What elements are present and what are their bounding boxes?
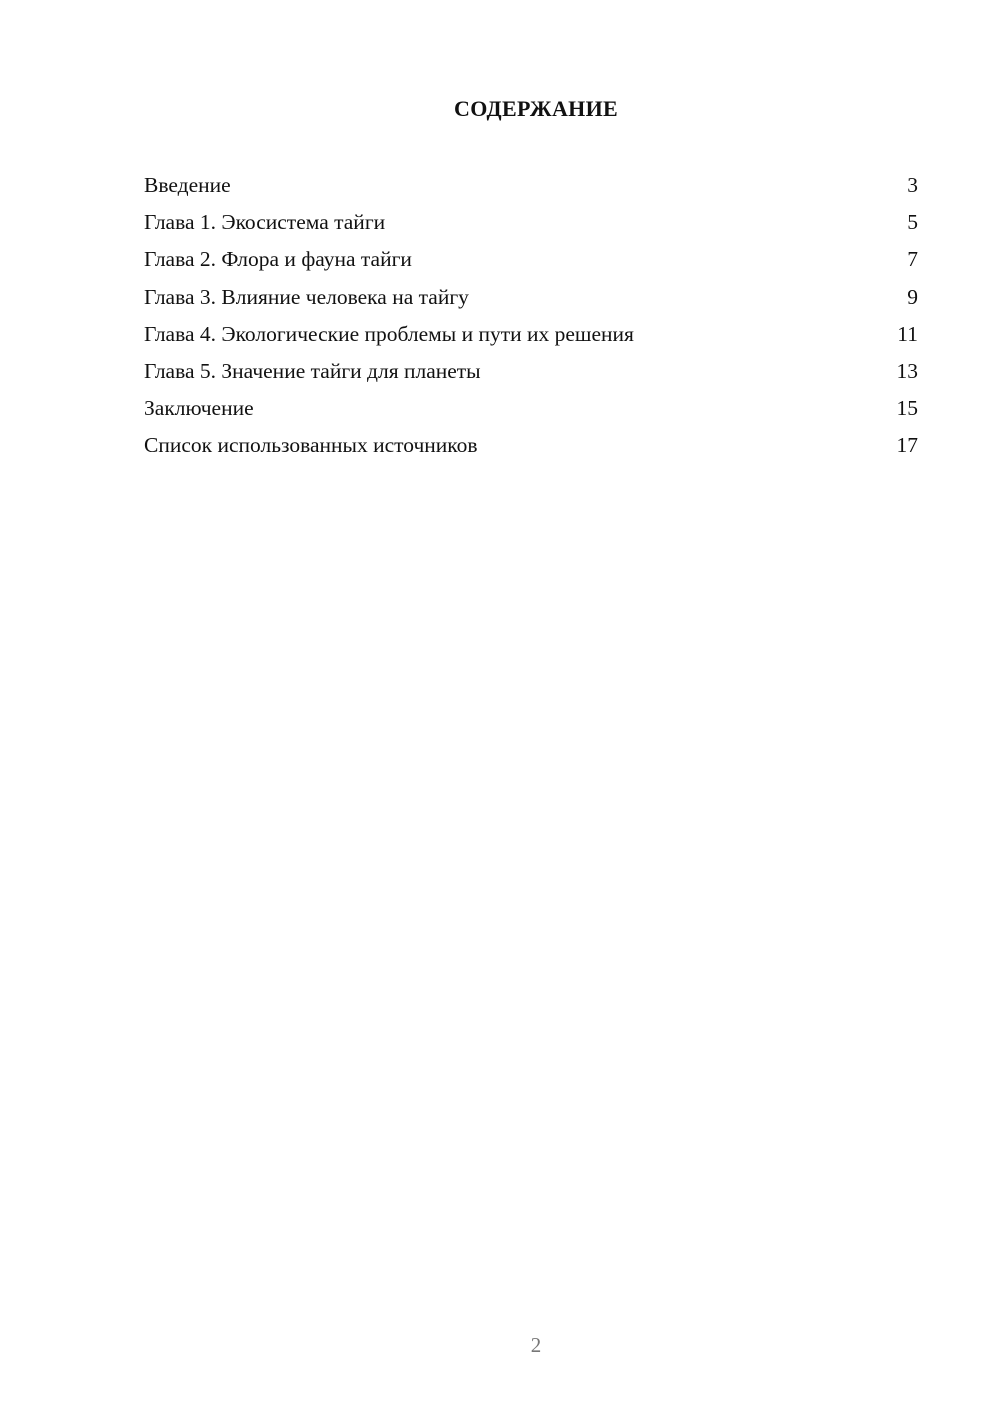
page-number: 2 — [530, 1333, 542, 1357]
toc-entry-label: Глава 1. Экосистема тайги — [144, 210, 386, 235]
toc-entry-label: Список использованных источников — [144, 433, 478, 458]
toc-entry-label: Введение — [144, 173, 231, 197]
toc-entry-page: 9 — [907, 284, 918, 309]
toc-entry-references — [144, 430, 918, 467]
toc-entry-label: Глава 4. Экологические проблемы и пути их решения — [144, 321, 634, 346]
toc-entry-page: 3 — [907, 173, 918, 197]
toc-entry-conclusion — [144, 393, 918, 430]
toc-entry-page: 5 — [907, 210, 918, 235]
toc-entry-page: 11 — [897, 321, 918, 346]
table-of-contents — [144, 170, 918, 468]
toc-entry-chapter-1 — [144, 207, 918, 244]
toc-entry-label: Глава 5. Значение тайги для планеты — [144, 358, 481, 383]
toc-entry-page: 17 — [896, 433, 918, 458]
page-title: СОДЕРЖАНИЕ — [454, 96, 618, 121]
toc-entry-label: Глава 3. Влияние человека на тайгу — [144, 284, 469, 309]
toc-entry-label: Заключение — [144, 396, 254, 421]
toc-entry-chapter-4 — [144, 319, 918, 356]
toc-entry-page: 13 — [896, 358, 918, 383]
toc-entry-introduction — [144, 170, 918, 207]
toc-entry-chapter-5 — [144, 356, 918, 393]
toc-entry-label: Глава 2. Флора и фауна тайги — [144, 247, 412, 272]
toc-entry-page: 7 — [907, 247, 918, 272]
toc-entry-chapter-3 — [144, 282, 918, 319]
toc-entry-page: 15 — [896, 396, 918, 421]
toc-entry-chapter-2 — [144, 244, 918, 281]
